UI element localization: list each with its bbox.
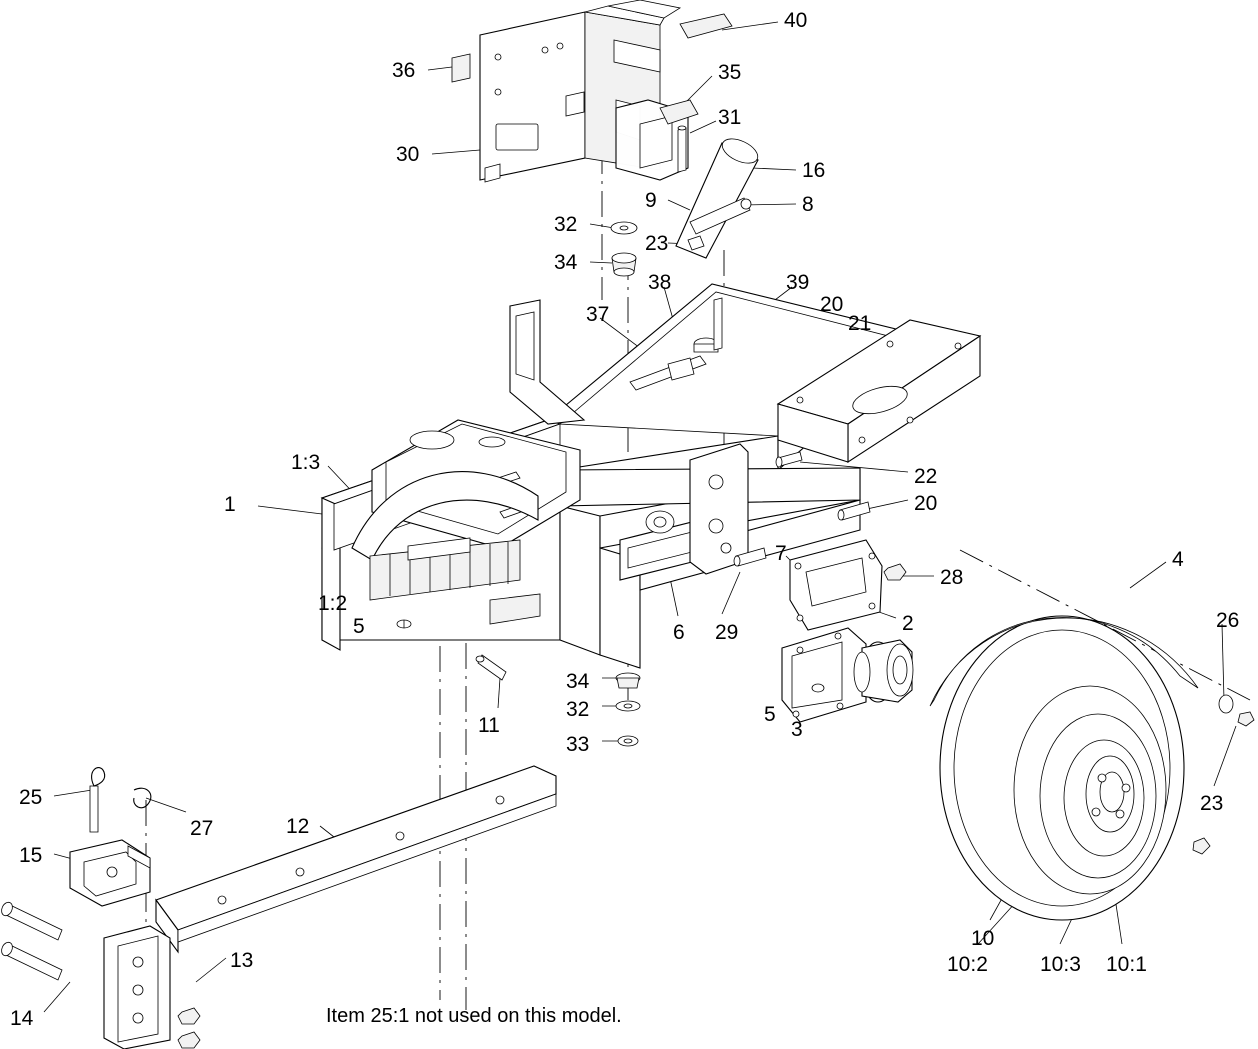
callout-39: 39 <box>786 271 810 294</box>
callout-20-lower: 20 <box>914 492 938 515</box>
callout-16: 16 <box>802 159 826 182</box>
callout-40: 40 <box>784 9 808 32</box>
callout-3: 3 <box>791 718 803 741</box>
callout-1-2: 1:2 <box>318 592 348 615</box>
callout-15: 15 <box>19 844 43 867</box>
callout-12: 12 <box>286 815 310 838</box>
callout-7: 7 <box>775 542 787 565</box>
part-23b <box>1238 712 1254 726</box>
part-39 <box>714 298 722 350</box>
callout-26: 26 <box>1216 609 1240 632</box>
callout-38: 38 <box>648 271 672 294</box>
callout-37: 37 <box>586 303 610 326</box>
callout-14: 14 <box>10 1007 34 1030</box>
callout-2: 2 <box>902 612 914 635</box>
callout-11: 11 <box>478 714 500 737</box>
callout-35: 35 <box>718 61 742 84</box>
wheel-assembly <box>930 616 1254 920</box>
part-31 <box>678 128 686 172</box>
callout-32-top: 32 <box>554 213 578 236</box>
callout-34-top: 34 <box>554 251 578 274</box>
callout-6: 6 <box>673 621 685 644</box>
callout-8: 8 <box>802 193 814 216</box>
callout-10-3: 10:3 <box>1040 953 1081 976</box>
part-26 <box>1219 695 1233 713</box>
callout-1-3: 1:3 <box>291 451 321 474</box>
part-36 <box>452 54 470 82</box>
console-assembly <box>452 0 732 182</box>
callout-32-bottom: 32 <box>566 698 590 721</box>
callout-21: 21 <box>848 312 872 335</box>
callout-23-top: 23 <box>645 232 669 255</box>
callout-10-1: 10:1 <box>1106 953 1147 976</box>
callout-20-upper: 20 <box>820 293 844 316</box>
callout-13: 13 <box>230 949 254 972</box>
callout-10-2: 10:2 <box>947 953 988 976</box>
callout-10: 10 <box>971 927 995 950</box>
callout-28: 28 <box>940 566 964 589</box>
callout-34-bottom: 34 <box>566 670 590 693</box>
callout-9: 9 <box>645 189 657 212</box>
part-40 <box>680 14 732 38</box>
callout-25: 25 <box>19 786 43 809</box>
callout-30: 30 <box>396 143 420 166</box>
callout-29: 29 <box>715 621 739 644</box>
diagram-footnote: Item 25:1 not used on this model. <box>326 1005 622 1027</box>
callout-22: 22 <box>914 465 938 488</box>
hub-motor-assembly <box>782 540 913 722</box>
callout-5-right: 5 <box>764 703 776 726</box>
callout-31: 31 <box>718 106 742 129</box>
part-28 <box>884 564 906 580</box>
callout-27: 27 <box>190 817 214 840</box>
callout-5-left: 5 <box>353 615 365 638</box>
callout-4: 4 <box>1172 548 1184 571</box>
callout-1: 1 <box>224 493 236 516</box>
callout-36: 36 <box>392 59 416 82</box>
callout-23-right: 23 <box>1200 792 1224 815</box>
callout-33: 33 <box>566 733 590 756</box>
